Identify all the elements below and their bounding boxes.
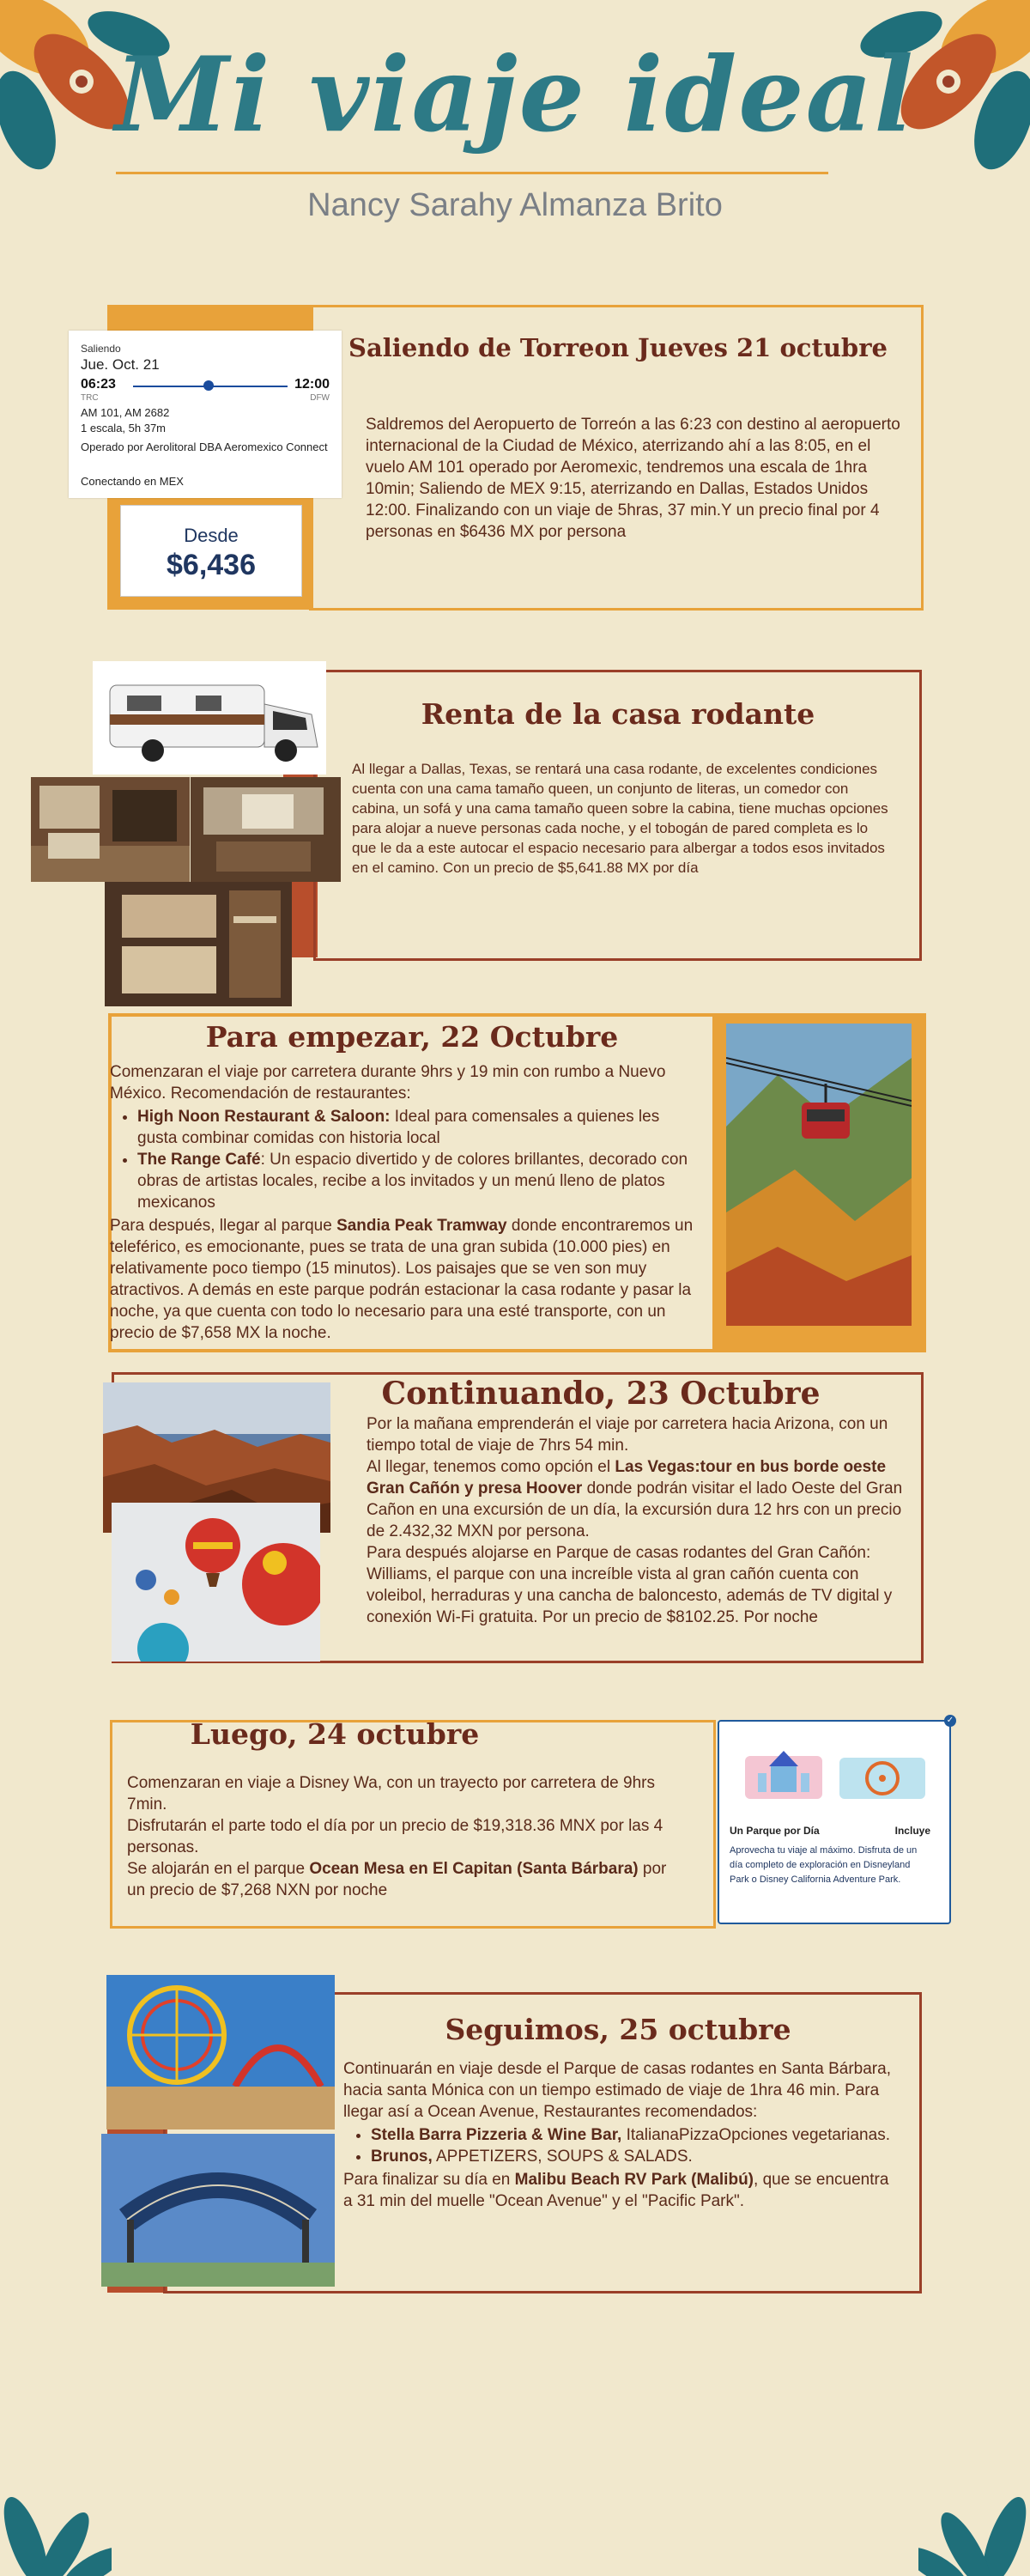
flight-stops: 1 escala, 5h 37m bbox=[81, 422, 167, 434]
price-value: $6,436 bbox=[167, 549, 256, 581]
price-label: Desde bbox=[184, 525, 239, 546]
rv-bunk-photo bbox=[105, 882, 292, 1006]
text-span: donde podrán visitar el lado Oeste del Gran Cañon en una excursión de un día, la excursión dura 12 hrs con un precio de 2.432,32 MXN por persona. bbox=[367, 1479, 903, 1540]
restaurant-name: High Noon Restaurant & Saloon: bbox=[137, 1108, 391, 1126]
tour-name: Las Vegas:tour en bus borde oeste Gran Cañón y presa Hoover bbox=[367, 1458, 887, 1498]
title-underline bbox=[116, 172, 828, 174]
leaf-ornament-bottom-left bbox=[0, 2473, 112, 2576]
author-name: Nancy Sarahy Almanza Brito bbox=[307, 187, 723, 223]
section6-heading: Seguimos, 25 octubre bbox=[445, 2013, 791, 2046]
arrival-time: 12:00 bbox=[294, 377, 330, 392]
section4-p2 bbox=[367, 1456, 912, 1542]
text-span: , que se encuentra a 31 min del muelle "Ocean Avenue" y el "Pacific Park". bbox=[343, 2171, 889, 2210]
santa-monica-sign-photo bbox=[101, 2134, 335, 2287]
rv-exterior-photo bbox=[93, 661, 326, 775]
section6-end bbox=[343, 2169, 893, 2212]
section4-p1: Por la mañana emprenderán el viaje por carretera hacia Arizona, con un tiempo total de viaje de 7hrs 54 min. bbox=[367, 1415, 888, 1455]
list-item bbox=[137, 1106, 702, 1149]
departure-time: 06:23 bbox=[81, 377, 116, 392]
stop-marker-icon bbox=[203, 380, 214, 391]
section3-after bbox=[110, 1215, 702, 1344]
flight-operator: Operado por Aerolitoral DBA Aeromexico Connect bbox=[81, 440, 328, 453]
disney-ticket-card bbox=[718, 1716, 954, 1924]
restaurant-list bbox=[343, 2124, 893, 2167]
section5-p1: Comenzaran en viaje a Disney Wa, con un trayecto por carretera de 9hrs 7min. bbox=[127, 1774, 655, 1814]
section1-heading: Saliendo de Torreon Jueves 21 octubre bbox=[348, 333, 888, 362]
restaurant-desc: : Un espacio divertido y de colores brillantes, decorado con obras de artistas locales, recibe a los invitados y un menú lleno de platos mexicanos bbox=[137, 1151, 688, 1212]
santa-monica-pier-photo bbox=[106, 1975, 335, 2129]
list-item bbox=[371, 2146, 893, 2167]
park-name: Ocean Mesa en El Capitan (Santa Bárbara) bbox=[309, 1860, 639, 1878]
list-item bbox=[137, 1149, 702, 1213]
castle-icon bbox=[745, 1747, 822, 1799]
restaurant-list bbox=[110, 1106, 702, 1213]
section4-body bbox=[367, 1413, 912, 1628]
section5-heading: Luego, 24 octubre bbox=[190, 1717, 480, 1751]
rv-interior-photo-1 bbox=[31, 777, 190, 882]
section2-heading: Renta de la casa rodante bbox=[421, 697, 815, 731]
ticket-title: Un Parque por Día bbox=[730, 1825, 820, 1837]
restaurant-desc: Ideal para comensales a quienes les gusta combinar comidas con historia local bbox=[137, 1108, 660, 1147]
ticket-description: Aprovecha tu viaje al máximo. Disfruta de un día completo de exploración en Disneyland Park o Disney California Adventure Park. bbox=[730, 1845, 918, 1885]
section1-body: Saldremos del Aeropuerto de Torreón a las 6:23 con destino al aeropuerto internacional de la Ciudad de México, aterrizando ahí a las 8:05, en el vuelo AM 101 operado por Aeromexic, tendremos una escala de 1hra 10min; Saliendo de MEX 9:15, aterrizando en Dallas, Estados Unidos 12:00. Finalizando con un viaje de 5hras, 37 min.Y un precio final por 4 personas en $6436 MX por persona bbox=[366, 416, 900, 541]
text-span: Se alojarán en el parque bbox=[127, 1860, 310, 1878]
section5-p3 bbox=[127, 1858, 685, 1901]
ticket-tag: Incluye bbox=[894, 1825, 930, 1837]
section2-body: Al llegar a Dallas, Texas, se rentará una casa rodante, de excelentes condiciones cuenta con una cama tamaño queen, un conjunto de literas, un comedor con cabina, un sofá y una cama tamaño queen sobre la cabina, tiene muchas opciones para alojar a nueve personas cada noche, y el tobogán de pared completa es lo que le da a este autocar el espacio necesario para albergar a todos esos invitados en el camino. Con un precio de $5,641.88 MX por día bbox=[352, 761, 888, 876]
text-span: Al llegar, tenemos como opción el bbox=[367, 1458, 615, 1476]
section4-heading: Continuando, 23 Octubre bbox=[381, 1376, 821, 1412]
restaurant-name: The Range Café bbox=[137, 1151, 261, 1169]
park-name: Sandia Peak Tramway bbox=[336, 1217, 507, 1235]
flight-connection: Conectando en MEX bbox=[81, 475, 184, 488]
section3-body bbox=[110, 1061, 702, 1344]
text-span: donde encontraremos un teleférico, es emocionante, pues se trata de una gran subida (10.000 pies) en relativamente poco tiempo (15 minutos). Los paisajes que se ven son muy atractivos. A demás en este parque podrán estacionar la casa rodante y pasar la noche, ya que cuenta con todo lo necesario para una esté transporte, con un precio de $7,658 MX la noche. bbox=[110, 1217, 694, 1342]
price-box bbox=[120, 505, 302, 597]
balloon-fiesta-photo bbox=[112, 1503, 320, 1662]
flight-numbers: AM 101, AM 2682 bbox=[81, 406, 170, 419]
section4-p3: Para después alojarse en Parque de casas rodantes del Gran Cañón: Williams, el parque con una increíble vista al gran cañón cuenta con voleibol, herraduras y una cancha de baloncesto, además de TV digital y conexión Wi-Fi gratuita. Por un precio de $8102.25. Por noche bbox=[367, 1544, 893, 1626]
tramway-photo bbox=[726, 1024, 912, 1326]
section3-heading: Para empezar, 22 Octubre bbox=[205, 1020, 619, 1054]
flight-label: Saliendo bbox=[81, 343, 121, 355]
rv-interior-photo-2 bbox=[191, 777, 341, 882]
text-span: por un precio de $7,268 NXN por noche bbox=[127, 1860, 667, 1899]
restaurant-name: Stella Barra Pizzeria & Wine Bar, bbox=[371, 2126, 622, 2144]
rv-park-name: Malibu Beach RV Park (Malibú) bbox=[514, 2171, 754, 2189]
section5-body bbox=[127, 1772, 685, 1901]
section6-intro: Continuarán en viaje desde el Parque de casas rodantes en Santa Bárbara, hacia santa Mónica con un tiempo estimado de viaje de 1hra 46 min. Para llegar así a Ocean Avenue, Restaurantes recomendados: bbox=[343, 2060, 891, 2121]
leaf-ornament-bottom-right bbox=[918, 2473, 1030, 2576]
flight-card bbox=[69, 331, 342, 498]
departure-code: TRC bbox=[81, 393, 99, 403]
text-span: Para finalizar su día en bbox=[343, 2171, 515, 2189]
restaurant-desc: ItalianaPizzaOpciones vegetarianas. bbox=[621, 2126, 890, 2144]
restaurant-name: Brunos, bbox=[371, 2148, 433, 2166]
section6-body bbox=[343, 2058, 893, 2212]
section3-intro: Comenzaran el viaje por carretera durante 9hrs y 19 min con rumbo a Nuevo México. Recomendación de restaurantes: bbox=[110, 1063, 666, 1103]
ferris-wheel-icon bbox=[839, 1754, 925, 1802]
section5-p2: Disfrutarán el parte todo el día por un precio de $19,318.36 MNX por las 4 personas. bbox=[127, 1817, 663, 1856]
text-span: Para después, llegar al parque bbox=[110, 1217, 337, 1235]
list-item bbox=[371, 2124, 893, 2146]
check-icon: ✓ bbox=[944, 1715, 956, 1727]
restaurant-desc: APPETIZERS, SOUPS & SALADS. bbox=[432, 2148, 693, 2166]
flight-date: Jue. Oct. 21 bbox=[81, 356, 160, 373]
page-title: Mi viaje ideal bbox=[115, 34, 915, 155]
arrival-code: DFW bbox=[310, 393, 330, 403]
